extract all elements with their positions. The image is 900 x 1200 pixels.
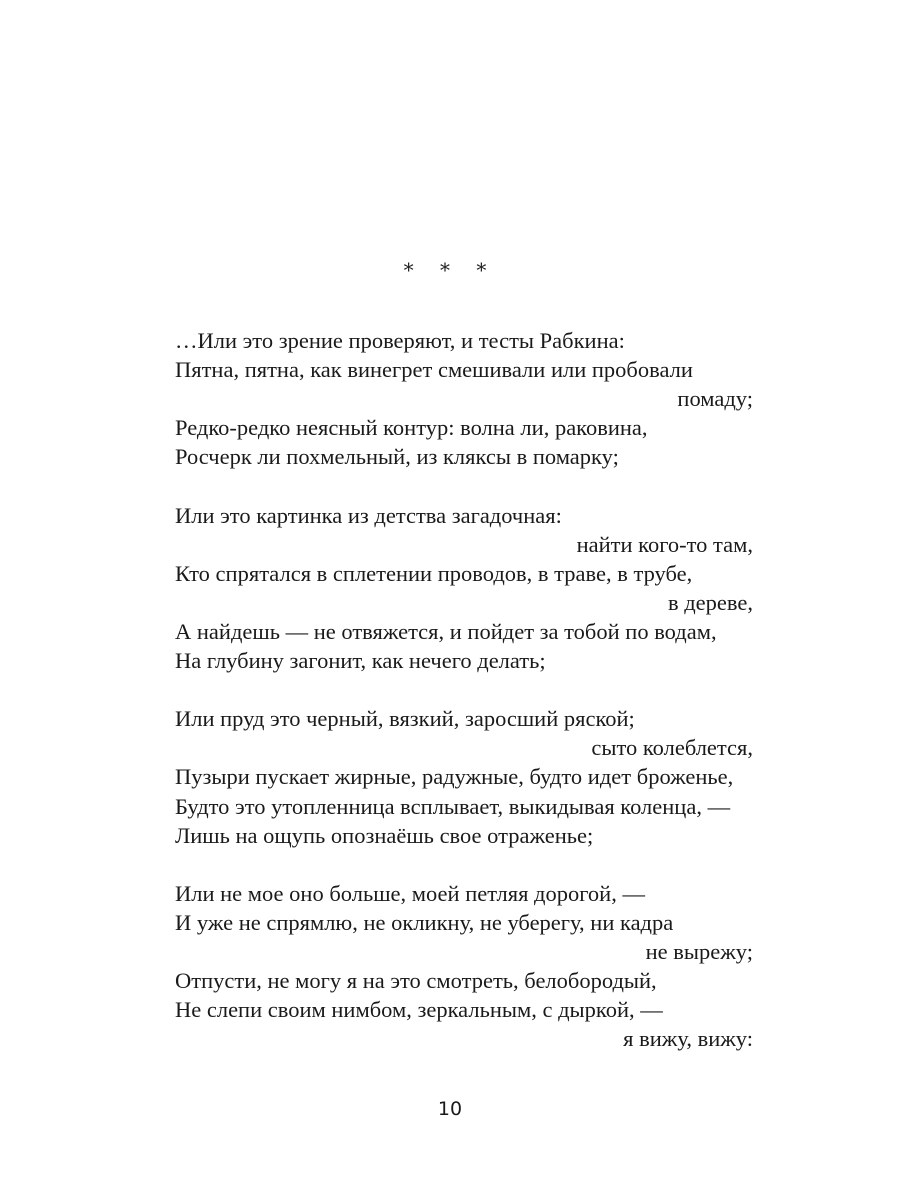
- poem-line: И уже не спрямлю, не окликну, не уберегу, ни кадра: [175, 909, 674, 935]
- poem-line: На глубину загонит, как нечего делать;: [175, 648, 546, 674]
- poem-line: Кто спрятался в сплетении проводов, в траве, в трубе,: [175, 560, 693, 586]
- poem-line: найти кого-то там,: [576, 531, 753, 557]
- poem-line: сыто колеблется,: [591, 735, 753, 761]
- stanza: [175, 879, 753, 1054]
- poem-line: Или это картинка из детства загадочная:: [175, 502, 562, 528]
- stanza: [175, 326, 753, 471]
- page-number: 10: [437, 1098, 463, 1120]
- poem-line: Не слепи своим нимбом, зеркальным, с дыркой, —: [175, 997, 663, 1023]
- poem-line: Пятна, пятна, как винегрет смешивали или пробовали: [175, 357, 693, 383]
- poem-line: не вырежу;: [645, 938, 753, 964]
- poem-line: Редко-редко неясный контур: волна ли, раковина,: [175, 415, 648, 441]
- poem-line: …Или это зрение проверяют, и тесты Рабкина:: [175, 328, 625, 353]
- poem-line: А найдешь — не отвяжется, и пойдет за тобой по водам,: [175, 618, 717, 644]
- poem-line: в дереве,: [667, 589, 753, 615]
- poem-line: Будто это утопленница всплывает, выкидывая коленца, —: [175, 793, 731, 819]
- section-separator: * * *: [403, 258, 497, 282]
- stanza: [175, 501, 753, 676]
- poem-line: Или пруд это черный, вязкий, заросший ряской;: [175, 706, 635, 732]
- poem-body: [175, 326, 753, 1082]
- poem-line: Отпусти, не могу я на это смотреть, белобородый,: [175, 968, 657, 994]
- poem-line: Пузыри пускает жирные, радужные, будто идет броженье,: [175, 764, 734, 790]
- poem-line: Лишь на ощупь опознаёшь свое отраженье;: [175, 822, 594, 848]
- poem-line: Росчерк ли похмельный, из кляксы в помарку;: [175, 444, 619, 470]
- poem-line: Или не мое оно больше, моей петляя дорогой, —: [175, 880, 645, 906]
- poem-line: помаду;: [677, 386, 753, 412]
- stanza: [175, 704, 753, 849]
- poem-line: я вижу, вижу:: [623, 1026, 753, 1052]
